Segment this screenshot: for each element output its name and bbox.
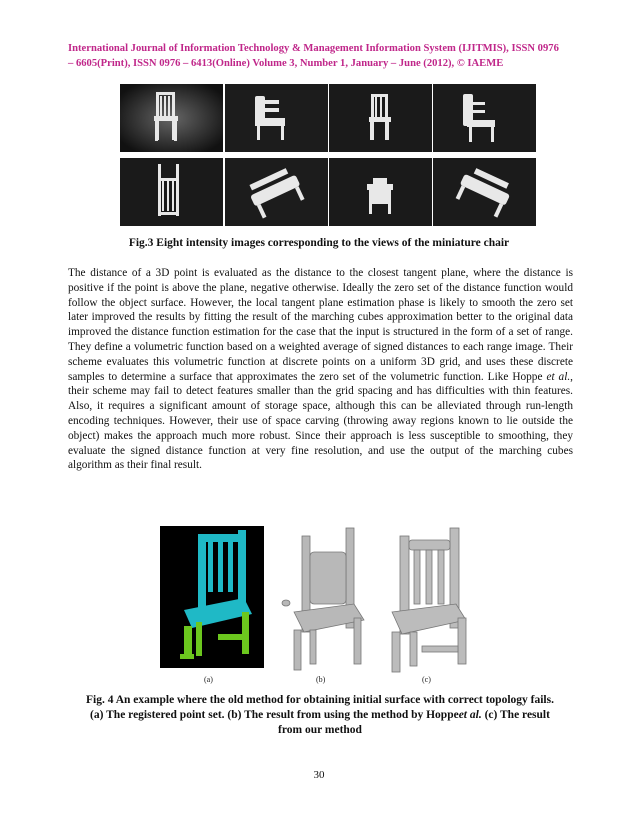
figure-4-caption <box>80 693 560 738</box>
figure-4c-our-method-image <box>392 528 466 672</box>
figure-3-caption: Fig.3 Eight intensity images corresponding to the views of the miniature chair <box>128 237 510 249</box>
chair-view-2 <box>225 84 328 152</box>
figure-4c-label: (c) <box>422 675 431 684</box>
body-text-part-1: The distance of a 3D point is evaluated as the distance to the closest tangent plane, where the distance is positive if the point is above the plane, negative otherwise. Ideally the zero set of the distance function would follow the object surface. However, the local tangent plane estimation phase is likely to smooth the zero set later improved the results by fitting the result of the marching cubes approximation better to the original data improved the distance function estimation for the case that the input is structured in the form of a set of range. They define a volumetric function based on a weighted average of signed distances to each range image. Their scheme evaluates this volumetric function at discrete points on a uniform 3D grid, and uses these discrete samples to determine a surface that approximates the zero set of the volumetric function. Like Hoppe <box>68 267 573 383</box>
body-paragraph <box>68 266 573 473</box>
figure-4-caption-title: Fig. 4 An example where the old method for obtaining initial surface with correct topology fails <box>86 694 552 706</box>
chair-view-3 <box>329 84 432 152</box>
body-text-part-2: , their scheme may fail to detect features smaller than the grid spacing and has difficulties with thin features. Also, it requires a significant amount of storage space, although this can be alleviated through run-length encoding techniques. However, their use of space carving (throwing away regions known to lie outside the object) makes the approach much more robust. Since their approach is less susceptible to smoothing, they evaluate the signed distance function at very fine resolution, and use the output of the marching cubes algorithm as their final result. <box>68 370 573 472</box>
figure-4a-point-set-image <box>160 526 264 668</box>
figure-4b-hoppe-result-image <box>282 528 364 670</box>
figure-4-caption-part-3: (c) The result from our method <box>278 709 550 736</box>
chair-view-7 <box>329 158 432 226</box>
chair-view-5 <box>120 158 223 226</box>
body-text-emphasis: et al. <box>546 370 571 383</box>
journal-header-line-1: International Journal of Information Technology & Management Information System (IJITMIS), ISSN 0976 <box>68 43 559 54</box>
chair-view-4 <box>433 84 536 152</box>
chair-view-1 <box>120 84 223 152</box>
figure-4b-label: (b) <box>316 675 326 684</box>
journal-header-line-2: – 6605(Print), ISSN 0976 – 6413(Online) Volume 3, Number 1, January – June (2012), © IAEME <box>68 57 504 69</box>
figure-4 <box>160 522 480 687</box>
figure-4a-label: (a) <box>204 675 213 684</box>
chair-view-6 <box>225 158 328 226</box>
figure-4-caption-part-2: . (a) The registered point set. (b) The result from using the method by Hoppe <box>90 694 554 721</box>
chair-view-8 <box>433 158 536 226</box>
figure-4-caption-emphasis: et al. <box>458 709 482 721</box>
page-number: 30 <box>313 769 325 781</box>
journal-header <box>68 42 573 71</box>
